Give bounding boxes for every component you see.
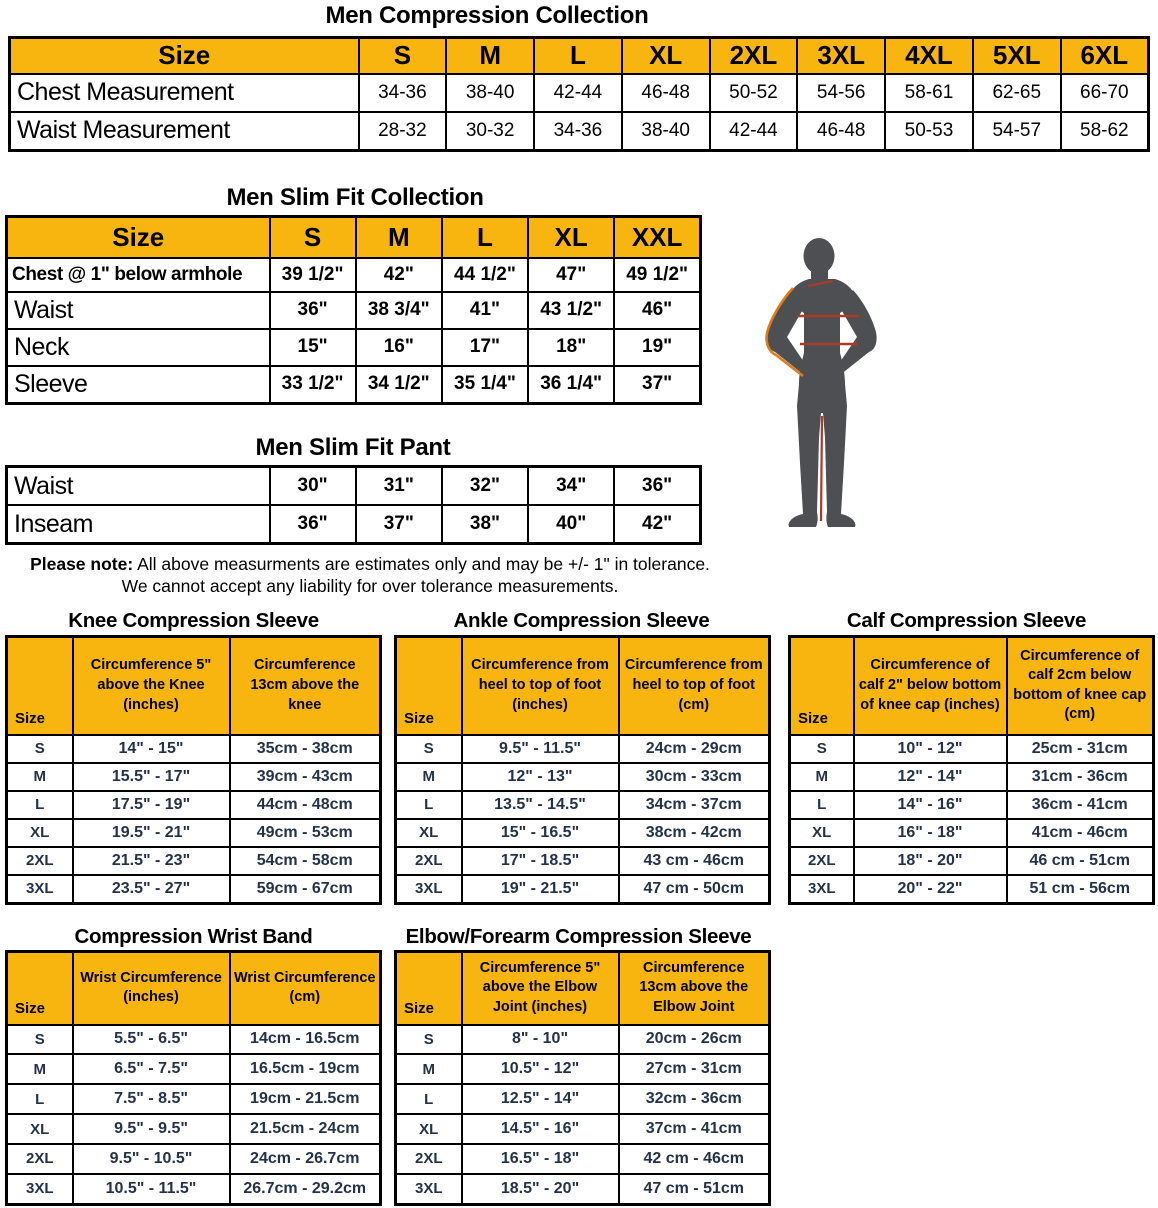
value-cell: 34-36 [534, 112, 622, 151]
note-prefix: Please note: [30, 554, 134, 574]
value-cell: 6.5" - 7.5" [73, 1054, 230, 1084]
value-cell: 5.5" - 6.5" [73, 1025, 230, 1055]
size-cell: M [790, 763, 854, 791]
row-label: Sleeve [7, 366, 270, 404]
value-cell: 16.5cm - 19cm [230, 1054, 381, 1084]
value-cell: 54-57 [973, 112, 1061, 151]
table-row [790, 791, 1154, 819]
column-header: Circumference 13cm above the knee [230, 637, 381, 735]
men-slim-fit-title: Men Slim Fit Collection [226, 184, 484, 211]
value-cell: 38-40 [622, 112, 710, 151]
value-cell: 51 cm - 56cm [1007, 875, 1154, 904]
column-header: XXL [614, 217, 700, 258]
table-row [7, 735, 381, 763]
table-row [7, 1025, 381, 1055]
column-header: Wrist Circumference (cm) [230, 952, 381, 1025]
value-cell: 28-32 [359, 112, 447, 151]
table-row [396, 1174, 770, 1205]
elbow-table-title: Elbow/Forearm Compression Sleeve [405, 925, 752, 948]
value-cell: 19" - 21.5" [462, 875, 619, 904]
value-cell: 26.7cm - 29.2cm [230, 1174, 381, 1205]
value-cell: 36cm - 41cm [1007, 791, 1154, 819]
value-cell: 42-44 [534, 74, 622, 112]
value-cell: 36 1/4" [528, 366, 614, 404]
size-cell: XL [790, 819, 854, 847]
value-cell: 62-65 [973, 74, 1061, 112]
value-cell: 15" [270, 329, 356, 366]
value-cell: 20" - 22" [854, 875, 1007, 904]
size-cell: 3XL [7, 875, 73, 904]
value-cell: 30-32 [446, 112, 534, 151]
column-header-size: Size [790, 637, 854, 735]
value-cell: 23.5" - 27" [73, 875, 230, 904]
size-cell: M [7, 1054, 73, 1084]
size-cell: L [7, 791, 73, 819]
value-cell: 66-70 [1061, 74, 1149, 112]
value-cell: 19" [614, 329, 700, 366]
value-cell: 17" [442, 329, 528, 366]
size-cell: XL [7, 1114, 73, 1144]
men-slim-fit-pant-title: Men Slim Fit Pant [255, 434, 451, 461]
size-cell: M [396, 1054, 462, 1084]
value-cell: 14" - 15" [73, 735, 230, 763]
value-cell: 39cm - 43cm [230, 763, 381, 791]
row-label: Chest Measurement [10, 74, 359, 112]
value-cell: 42" [614, 505, 700, 544]
value-cell: 40" [528, 505, 614, 544]
value-cell: 37" [614, 366, 700, 404]
value-cell: 24cm - 26.7cm [230, 1144, 381, 1174]
value-cell: 42-44 [710, 112, 798, 151]
value-cell: 46" [614, 292, 700, 329]
size-cell: M [396, 763, 462, 791]
men-slim-fit-table [5, 215, 702, 405]
table-row [7, 366, 701, 404]
value-cell: 42" [356, 258, 442, 292]
table-header-row [7, 637, 381, 735]
column-header: Circumference of calf 2cm below bottom of knee cap (cm) [1007, 637, 1154, 735]
column-header: Circumference 5" above the Knee (inches) [73, 637, 230, 735]
row-label: Neck [7, 329, 270, 366]
tolerance-note-line2: We cannot accept any liability for over tolerance measurements. [121, 576, 619, 597]
column-header: Wrist Circumference (inches) [73, 952, 230, 1025]
value-cell: 31" [356, 467, 442, 506]
value-cell: 17.5" - 19" [73, 791, 230, 819]
value-cell: 34" [528, 467, 614, 506]
value-cell: 16" [356, 329, 442, 366]
value-cell: 31cm - 36cm [1007, 763, 1154, 791]
value-cell: 18.5" - 20" [462, 1174, 619, 1205]
table-row [7, 1114, 381, 1144]
column-header: M [356, 217, 442, 258]
table-row [396, 1144, 770, 1174]
row-label: Waist Measurement [10, 112, 359, 151]
table-row [7, 467, 701, 506]
ankle-table-title: Ankle Compression Sleeve [453, 609, 710, 632]
value-cell: 30" [270, 467, 356, 506]
column-header: S [359, 38, 447, 74]
table-row [10, 112, 1149, 151]
table-row [7, 1144, 381, 1174]
table-row [396, 1114, 770, 1144]
size-cell: 3XL [7, 1174, 73, 1205]
value-cell: 10" - 12" [854, 735, 1007, 763]
column-header-size: Size [396, 637, 462, 735]
value-cell: 14" - 16" [854, 791, 1007, 819]
men-compression-title: Men Compression Collection [325, 2, 649, 29]
value-cell: 34 1/2" [356, 366, 442, 404]
column-header: L [534, 38, 622, 74]
table-header-row [10, 38, 1149, 74]
value-cell: 15" - 16.5" [462, 819, 619, 847]
value-cell: 8" - 10" [462, 1025, 619, 1055]
knee-table-title: Knee Compression Sleeve [68, 609, 319, 632]
table-header-row [396, 637, 770, 735]
table-header-row [7, 217, 701, 258]
value-cell: 21.5" - 23" [73, 847, 230, 875]
value-cell: 12" - 13" [462, 763, 619, 791]
row-label: Waist [7, 467, 270, 506]
table-row [396, 819, 770, 847]
table-row [7, 505, 701, 544]
table-row [396, 847, 770, 875]
wrist-table [5, 950, 382, 1206]
value-cell: 43 1/2" [528, 292, 614, 329]
value-cell: 46-48 [622, 74, 710, 112]
value-cell: 46-48 [797, 112, 885, 151]
table-row [790, 819, 1154, 847]
value-cell: 37" [356, 505, 442, 544]
table-row [7, 329, 701, 366]
value-cell: 34cm - 37cm [619, 791, 770, 819]
value-cell: 38" [442, 505, 528, 544]
inseam-measure-line [821, 416, 822, 521]
calf-table [788, 635, 1155, 905]
value-cell: 32" [442, 467, 528, 506]
value-cell: 12" - 14" [854, 763, 1007, 791]
value-cell: 18" - 20" [854, 847, 1007, 875]
column-header: Circumference from heel to top of foot (inches) [462, 637, 619, 735]
value-cell: 9.5" - 10.5" [73, 1144, 230, 1174]
value-cell: 36" [270, 505, 356, 544]
table-row [7, 819, 381, 847]
table-row [10, 74, 1149, 112]
column-header: Circumference 5" above the Elbow Joint (inches) [462, 952, 619, 1025]
value-cell: 18" [528, 329, 614, 366]
table-row [790, 847, 1154, 875]
value-cell: 33 1/2" [270, 366, 356, 404]
value-cell: 35cm - 38cm [230, 735, 381, 763]
tolerance-note-line1 [0, 553, 740, 575]
table-row [396, 763, 770, 791]
value-cell: 42 cm - 46cm [619, 1144, 770, 1174]
size-cell: 2XL [396, 847, 462, 875]
column-header-size: Size [7, 952, 73, 1025]
size-cell: XL [7, 819, 73, 847]
column-header: L [442, 217, 528, 258]
value-cell: 27cm - 31cm [619, 1054, 770, 1084]
value-cell: 34-36 [359, 74, 447, 112]
column-header-size: Size [10, 38, 359, 74]
size-cell: L [396, 791, 462, 819]
elbow-table [394, 950, 771, 1206]
size-cell: S [7, 735, 73, 763]
value-cell: 19.5" - 21" [73, 819, 230, 847]
value-cell: 58-61 [885, 74, 973, 112]
value-cell: 38cm - 42cm [619, 819, 770, 847]
table-row [7, 1174, 381, 1205]
size-cell: L [790, 791, 854, 819]
table-header-row [7, 952, 381, 1025]
table-row [7, 292, 701, 329]
size-cell: S [396, 1025, 462, 1055]
size-cell: 2XL [396, 1144, 462, 1174]
value-cell: 20cm - 26cm [619, 1025, 770, 1055]
value-cell: 12.5" - 14" [462, 1084, 619, 1114]
value-cell: 49cm - 53cm [230, 819, 381, 847]
table-row [790, 875, 1154, 904]
value-cell: 7.5" - 8.5" [73, 1084, 230, 1114]
size-cell: XL [396, 1114, 462, 1144]
size-cell: S [790, 735, 854, 763]
wrist-table-title: Compression Wrist Band [74, 925, 313, 948]
men-slim-fit-pant-table [5, 465, 702, 545]
column-header: 4XL [885, 38, 973, 74]
column-header: 6XL [1061, 38, 1149, 74]
value-cell: 30cm - 33cm [619, 763, 770, 791]
value-cell: 36" [614, 467, 700, 506]
column-header: 3XL [797, 38, 885, 74]
size-cell: S [7, 1025, 73, 1055]
value-cell: 16" - 18" [854, 819, 1007, 847]
value-cell: 25cm - 31cm [1007, 735, 1154, 763]
column-header: XL [528, 217, 614, 258]
calf-table-title: Calf Compression Sleeve [846, 609, 1087, 632]
value-cell: 9.5" - 9.5" [73, 1114, 230, 1144]
table-row [7, 875, 381, 904]
size-cell: L [7, 1084, 73, 1114]
value-cell: 41" [442, 292, 528, 329]
row-label: Inseam [7, 505, 270, 544]
value-cell: 50-53 [885, 112, 973, 151]
value-cell: 38 3/4" [356, 292, 442, 329]
size-cell: M [7, 763, 73, 791]
value-cell: 46 cm - 51cm [1007, 847, 1154, 875]
column-header-size: Size [396, 952, 462, 1025]
table-row [396, 735, 770, 763]
size-cell: 2XL [7, 1144, 73, 1174]
table-row [7, 847, 381, 875]
value-cell: 49 1/2" [614, 258, 700, 292]
value-cell: 14cm - 16.5cm [230, 1025, 381, 1055]
size-cell: 3XL [790, 875, 854, 904]
note-text: All above measurments are estimates only and may be +/- 1" in tolerance. [137, 554, 710, 574]
ankle-table [394, 635, 771, 905]
table-row [396, 1084, 770, 1114]
value-cell: 32cm - 36cm [619, 1084, 770, 1114]
man-silhouette [742, 223, 978, 543]
table-row [7, 791, 381, 819]
knee-table [5, 635, 382, 905]
column-header: S [270, 217, 356, 258]
value-cell: 9.5" - 11.5" [462, 735, 619, 763]
value-cell: 10.5" - 11.5" [73, 1174, 230, 1205]
value-cell: 54cm - 58cm [230, 847, 381, 875]
value-cell: 50-52 [710, 74, 798, 112]
value-cell: 38-40 [446, 74, 534, 112]
tolerance-note [0, 553, 740, 598]
size-cell: 3XL [396, 1174, 462, 1205]
table-row [7, 1084, 381, 1114]
value-cell: 13.5" - 14.5" [462, 791, 619, 819]
size-cell: 2XL [790, 847, 854, 875]
table-row [396, 791, 770, 819]
table-row [790, 735, 1154, 763]
value-cell: 19cm - 21.5cm [230, 1084, 381, 1114]
value-cell: 43 cm - 46cm [619, 847, 770, 875]
column-header: 2XL [710, 38, 798, 74]
size-cell: 2XL [7, 847, 73, 875]
value-cell: 54-56 [797, 74, 885, 112]
column-header: XL [622, 38, 710, 74]
row-label: Chest @ 1" below armhole [7, 258, 270, 292]
value-cell: 47 cm - 51cm [619, 1174, 770, 1205]
value-cell: 17" - 18.5" [462, 847, 619, 875]
table-header-row [790, 637, 1154, 735]
value-cell: 39 1/2" [270, 258, 356, 292]
table-row [396, 1054, 770, 1084]
table-row [7, 1054, 381, 1084]
value-cell: 16.5" - 18" [462, 1144, 619, 1174]
value-cell: 21.5cm - 24cm [230, 1114, 381, 1144]
value-cell: 10.5" - 12" [462, 1054, 619, 1084]
column-header: Circumference of calf 2" below bottom of knee cap (inches) [854, 637, 1007, 735]
value-cell: 35 1/4" [442, 366, 528, 404]
column-header-size: Size [7, 217, 270, 258]
value-cell: 36" [270, 292, 356, 329]
value-cell: 44cm - 48cm [230, 791, 381, 819]
value-cell: 44 1/2" [442, 258, 528, 292]
value-cell: 14.5" - 16" [462, 1114, 619, 1144]
value-cell: 15.5" - 17" [73, 763, 230, 791]
value-cell: 41cm - 46cm [1007, 819, 1154, 847]
value-cell: 59cm - 67cm [230, 875, 381, 904]
table-row [7, 763, 381, 791]
size-cell: XL [396, 819, 462, 847]
column-header-size: Size [7, 637, 73, 735]
row-label: Waist [7, 292, 270, 329]
column-header: 5XL [973, 38, 1061, 74]
column-header: M [446, 38, 534, 74]
value-cell: 47 cm - 50cm [619, 875, 770, 904]
column-header: Circumference 13cm above the Elbow Joint [619, 952, 770, 1025]
table-header-row [396, 952, 770, 1025]
table-row [790, 763, 1154, 791]
table-row [7, 258, 701, 292]
size-cell: S [396, 735, 462, 763]
size-cell: L [396, 1084, 462, 1114]
table-row [396, 875, 770, 904]
size-cell: 3XL [396, 875, 462, 904]
value-cell: 37cm - 41cm [619, 1114, 770, 1144]
column-header: Circumference from heel to top of foot (cm) [619, 637, 770, 735]
table-row [396, 1025, 770, 1055]
value-cell: 47" [528, 258, 614, 292]
men-compression-table [8, 36, 1150, 152]
value-cell: 58-62 [1061, 112, 1149, 151]
value-cell: 24cm - 29cm [619, 735, 770, 763]
